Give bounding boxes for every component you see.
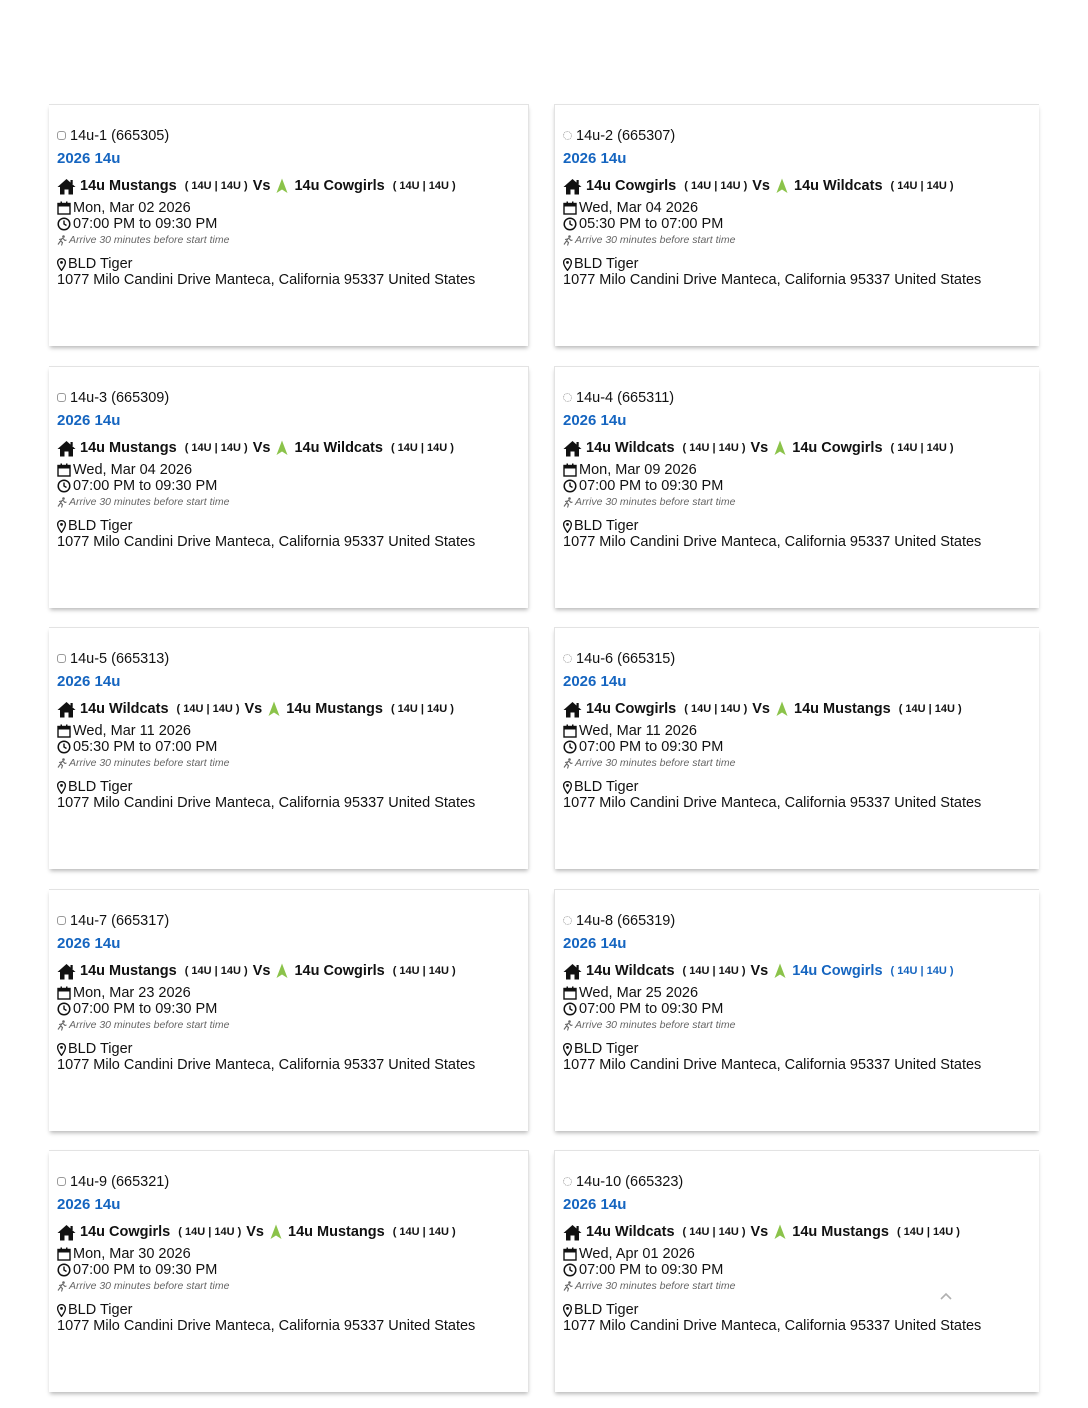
game-time: 07:00 PM to 09:30 PM bbox=[73, 478, 218, 494]
game-time: 07:00 PM to 09:30 PM bbox=[579, 739, 724, 755]
game-card bbox=[554, 366, 1039, 608]
calendar-icon bbox=[57, 986, 71, 1000]
status-icon bbox=[57, 131, 66, 140]
running-icon bbox=[57, 235, 67, 246]
game-time: 05:30 PM to 07:00 PM bbox=[579, 216, 724, 232]
calendar-icon bbox=[563, 986, 577, 1000]
game-date: Wed, Mar 25 2026 bbox=[579, 985, 699, 1001]
away-division: ( 14U | 14U ) bbox=[890, 442, 954, 454]
vs-label: Vs bbox=[750, 440, 769, 456]
time-row bbox=[563, 1001, 1035, 1017]
away-division: ( 14U | 14U ) bbox=[392, 180, 456, 192]
game-id: 14u-9 (665321) bbox=[70, 1173, 170, 1190]
arrive-note: Arrive 30 minutes before start time bbox=[575, 757, 736, 769]
away-division: ( 14U | 14U ) bbox=[890, 965, 954, 977]
away-arrow-icon bbox=[276, 963, 288, 979]
status-icon bbox=[57, 654, 66, 663]
date-row bbox=[563, 1246, 1035, 1262]
venue-name[interactable]: BLD Tiger bbox=[68, 779, 133, 795]
date-row bbox=[57, 723, 524, 739]
date-row bbox=[563, 462, 1035, 478]
time-row bbox=[57, 478, 524, 494]
arrive-note: Arrive 30 minutes before start time bbox=[69, 234, 230, 246]
arrive-row bbox=[563, 232, 1035, 248]
season-link[interactable]: 2026 14u bbox=[57, 412, 121, 429]
clock-icon bbox=[563, 1263, 577, 1277]
game-id-row bbox=[57, 126, 524, 145]
date-row bbox=[57, 462, 524, 478]
matchup-row bbox=[57, 176, 524, 196]
game-id: 14u-7 (665317) bbox=[70, 912, 170, 929]
date-row bbox=[563, 723, 1035, 739]
venue-row bbox=[563, 1041, 1035, 1057]
calendar-icon bbox=[57, 724, 71, 738]
away-arrow-icon bbox=[776, 178, 788, 194]
running-icon bbox=[563, 1020, 573, 1031]
vs-label: Vs bbox=[244, 701, 263, 717]
game-time: 07:00 PM to 09:30 PM bbox=[579, 1262, 724, 1278]
game-time: 07:00 PM to 09:30 PM bbox=[73, 1262, 218, 1278]
home-division: ( 14U | 14U ) bbox=[682, 1226, 746, 1238]
running-icon bbox=[57, 1020, 67, 1031]
time-row bbox=[563, 1262, 1035, 1278]
game-date: Wed, Mar 04 2026 bbox=[579, 200, 699, 216]
season-link[interactable]: 2026 14u bbox=[563, 150, 627, 167]
venue-row bbox=[57, 779, 524, 795]
game-id-row bbox=[563, 126, 1035, 145]
game-card bbox=[49, 366, 529, 608]
away-arrow-icon bbox=[268, 701, 280, 717]
game-card bbox=[554, 627, 1039, 869]
away-team[interactable]: 14u Mustangs bbox=[792, 1224, 889, 1240]
away-arrow-icon bbox=[276, 178, 288, 194]
season-link[interactable]: 2026 14u bbox=[563, 412, 627, 429]
away-division: ( 14U | 14U ) bbox=[390, 442, 454, 454]
game-card bbox=[554, 889, 1039, 1131]
arrive-note: Arrive 30 minutes before start time bbox=[575, 234, 736, 246]
calendar-icon bbox=[57, 1247, 71, 1261]
venue-name[interactable]: BLD Tiger bbox=[574, 518, 639, 534]
venue-name[interactable]: BLD Tiger bbox=[574, 779, 639, 795]
away-team[interactable]: 14u Wildcats bbox=[794, 178, 883, 194]
calendar-icon bbox=[563, 724, 577, 738]
away-team[interactable]: 14u Wildcats bbox=[294, 440, 383, 456]
date-row bbox=[57, 1246, 524, 1262]
status-icon bbox=[563, 1177, 572, 1186]
home-division: ( 14U | 14U ) bbox=[176, 703, 240, 715]
season-link[interactable]: 2026 14u bbox=[563, 673, 627, 690]
date-row bbox=[563, 985, 1035, 1001]
status-icon bbox=[57, 916, 66, 925]
clock-icon bbox=[563, 1002, 577, 1016]
calendar-icon bbox=[57, 201, 71, 215]
away-team[interactable]: 14u Mustangs bbox=[288, 1224, 385, 1240]
game-card bbox=[554, 104, 1039, 346]
matchup-row bbox=[563, 699, 1035, 719]
home-team[interactable]: 14u Wildcats bbox=[586, 1224, 675, 1240]
vs-label: Vs bbox=[246, 1224, 264, 1240]
away-arrow-icon bbox=[776, 701, 788, 717]
arrive-note: Arrive 30 minutes before start time bbox=[69, 496, 230, 508]
home-icon bbox=[57, 701, 76, 718]
matchup-row bbox=[57, 1222, 524, 1242]
matchup-row bbox=[57, 438, 524, 458]
season-link[interactable]: 2026 14u bbox=[563, 1196, 627, 1213]
map-pin-icon bbox=[57, 1043, 66, 1056]
season-link[interactable]: 2026 14u bbox=[57, 150, 121, 167]
arrive-row bbox=[57, 494, 524, 510]
away-team[interactable]: 14u Cowgirls bbox=[294, 178, 385, 194]
venue-row bbox=[57, 1041, 524, 1057]
time-row bbox=[57, 739, 524, 755]
calendar-icon bbox=[563, 463, 577, 477]
game-card bbox=[49, 1150, 529, 1392]
venue-row bbox=[563, 518, 1035, 534]
season-link[interactable]: 2026 14u bbox=[57, 1196, 121, 1213]
home-division: ( 14U | 14U ) bbox=[184, 180, 248, 192]
map-pin-icon bbox=[57, 781, 66, 794]
game-date: Mon, Mar 02 2026 bbox=[73, 200, 191, 216]
home-icon bbox=[57, 440, 76, 457]
home-division: ( 14U | 14U ) bbox=[682, 965, 746, 977]
home-team[interactable]: 14u Cowgirls bbox=[586, 178, 677, 194]
home-team[interactable]: 14u Cowgirls bbox=[586, 701, 677, 717]
arrive-note: Arrive 30 minutes before start time bbox=[575, 1019, 736, 1031]
game-time: 05:30 PM to 07:00 PM bbox=[73, 739, 218, 755]
venue-address: 1077 Milo Candini Drive Manteca, California 95337 United States bbox=[563, 1318, 982, 1334]
vs-label: Vs bbox=[252, 963, 271, 979]
home-team[interactable]: 14u Mustangs bbox=[80, 178, 177, 194]
home-icon bbox=[57, 1224, 76, 1241]
time-row bbox=[563, 478, 1035, 494]
vs-label: Vs bbox=[750, 963, 769, 979]
game-date: Mon, Mar 23 2026 bbox=[73, 985, 191, 1001]
vs-label: Vs bbox=[750, 1224, 769, 1240]
home-team[interactable]: 14u Mustangs bbox=[80, 440, 177, 456]
calendar-icon bbox=[57, 463, 71, 477]
game-card bbox=[49, 104, 529, 346]
matchup-row bbox=[563, 961, 1035, 981]
venue-name[interactable]: BLD Tiger bbox=[68, 256, 133, 272]
arrive-note: Arrive 30 minutes before start time bbox=[575, 496, 736, 508]
calendar-icon bbox=[563, 201, 577, 215]
game-date: Wed, Mar 11 2026 bbox=[73, 723, 191, 739]
clock-icon bbox=[563, 217, 577, 231]
game-id: 14u-1 (665305) bbox=[70, 127, 170, 144]
running-icon bbox=[57, 758, 67, 769]
vs-label: Vs bbox=[252, 440, 271, 456]
home-team[interactable]: 14u Wildcats bbox=[586, 440, 675, 456]
vs-label: Vs bbox=[752, 178, 770, 194]
vs-label: Vs bbox=[252, 178, 271, 194]
away-arrow-icon bbox=[774, 440, 786, 456]
home-division: ( 14U | 14U ) bbox=[684, 180, 748, 192]
home-icon bbox=[563, 1224, 582, 1241]
calendar-icon bbox=[563, 1247, 577, 1261]
game-id: 14u-6 (665315) bbox=[576, 650, 676, 667]
status-icon bbox=[563, 916, 572, 925]
away-arrow-icon bbox=[774, 1224, 786, 1240]
away-arrow-icon bbox=[270, 1224, 282, 1240]
away-division: ( 14U | 14U ) bbox=[890, 180, 954, 192]
home-team[interactable]: 14u Cowgirls bbox=[80, 1224, 171, 1240]
venue-address: 1077 Milo Candini Drive Manteca, California 95337 United States bbox=[563, 534, 982, 550]
game-date: Mon, Mar 30 2026 bbox=[73, 1246, 191, 1262]
home-icon bbox=[563, 440, 582, 457]
away-division: ( 14U | 14U ) bbox=[390, 703, 454, 715]
clock-icon bbox=[57, 479, 71, 493]
running-icon bbox=[563, 497, 573, 508]
game-date: Wed, Apr 01 2026 bbox=[579, 1246, 695, 1262]
status-icon bbox=[57, 1177, 66, 1186]
game-id: 14u-4 (665311) bbox=[576, 389, 675, 406]
away-team[interactable]: 14u Cowgirls bbox=[792, 963, 883, 979]
venue-address: 1077 Milo Candini Drive Manteca, California 95337 United States bbox=[57, 795, 476, 811]
game-id-row bbox=[563, 388, 1035, 407]
away-team[interactable]: 14u Cowgirls bbox=[792, 440, 883, 456]
game-id-row bbox=[57, 649, 524, 668]
running-icon bbox=[57, 1281, 67, 1292]
time-row bbox=[563, 216, 1035, 232]
status-icon bbox=[563, 131, 572, 140]
running-icon bbox=[57, 497, 67, 508]
game-id: 14u-3 (665309) bbox=[70, 389, 170, 406]
map-pin-icon bbox=[563, 781, 572, 794]
map-pin-icon bbox=[563, 258, 572, 271]
venue-address: 1077 Milo Candini Drive Manteca, California 95337 United States bbox=[563, 795, 982, 811]
arrive-row bbox=[563, 1017, 1035, 1033]
game-time: 07:00 PM to 09:30 PM bbox=[579, 478, 724, 494]
venue-row bbox=[563, 1302, 1035, 1318]
game-id: 14u-10 (665323) bbox=[576, 1173, 684, 1190]
arrive-note: Arrive 30 minutes before start time bbox=[69, 757, 230, 769]
vs-label: Vs bbox=[752, 701, 770, 717]
game-time: 07:00 PM to 09:30 PM bbox=[73, 216, 218, 232]
home-icon bbox=[57, 178, 76, 195]
map-pin-icon bbox=[563, 1304, 572, 1317]
venue-row bbox=[563, 779, 1035, 795]
season-link[interactable]: 2026 14u bbox=[57, 673, 121, 690]
away-division: ( 14U | 14U ) bbox=[898, 703, 962, 715]
away-team[interactable]: 14u Mustangs bbox=[286, 701, 383, 717]
venue-name[interactable]: BLD Tiger bbox=[68, 1041, 133, 1057]
home-icon bbox=[57, 963, 76, 980]
running-icon bbox=[563, 1281, 573, 1292]
arrive-note: Arrive 30 minutes before start time bbox=[69, 1280, 230, 1292]
game-id: 14u-8 (665319) bbox=[576, 912, 676, 929]
clock-icon bbox=[57, 1002, 71, 1016]
venue-address: 1077 Milo Candini Drive Manteca, California 95337 United States bbox=[57, 272, 476, 288]
season-link[interactable]: 2026 14u bbox=[563, 935, 627, 952]
status-icon bbox=[563, 654, 572, 663]
matchup-row bbox=[563, 176, 1035, 196]
arrive-row bbox=[563, 755, 1035, 771]
venue-row bbox=[57, 256, 524, 272]
away-arrow-icon bbox=[276, 440, 288, 456]
game-date: Wed, Mar 11 2026 bbox=[579, 723, 697, 739]
venue-name[interactable]: BLD Tiger bbox=[574, 256, 639, 272]
game-card bbox=[554, 1150, 1039, 1392]
game-card bbox=[49, 889, 529, 1131]
clock-icon bbox=[563, 479, 577, 493]
date-row bbox=[563, 200, 1035, 216]
clock-icon bbox=[57, 217, 71, 231]
arrive-row bbox=[57, 1017, 524, 1033]
time-row bbox=[563, 739, 1035, 755]
venue-address: 1077 Milo Candini Drive Manteca, California 95337 United States bbox=[563, 272, 982, 288]
home-team[interactable]: 14u Wildcats bbox=[80, 701, 169, 717]
running-icon bbox=[563, 758, 573, 769]
game-time: 07:00 PM to 09:30 PM bbox=[73, 1001, 218, 1017]
map-pin-icon bbox=[57, 520, 66, 533]
home-team[interactable]: 14u Mustangs bbox=[80, 963, 177, 979]
game-id-row bbox=[57, 1172, 524, 1191]
arrive-row bbox=[57, 755, 524, 771]
date-row bbox=[57, 985, 524, 1001]
game-id-row bbox=[57, 911, 524, 930]
game-id: 14u-2 (665307) bbox=[576, 127, 676, 144]
date-row bbox=[57, 200, 524, 216]
home-division: ( 14U | 14U ) bbox=[184, 442, 248, 454]
venue-name[interactable]: BLD Tiger bbox=[574, 1041, 639, 1057]
matchup-row bbox=[57, 699, 524, 719]
arrive-note: Arrive 30 minutes before start time bbox=[575, 1280, 736, 1292]
home-division: ( 14U | 14U ) bbox=[184, 965, 248, 977]
home-division: ( 14U | 14U ) bbox=[682, 442, 746, 454]
venue-address: 1077 Milo Candini Drive Manteca, California 95337 United States bbox=[563, 1057, 982, 1073]
clock-icon bbox=[563, 740, 577, 754]
game-id-row bbox=[57, 388, 524, 407]
matchup-row bbox=[563, 1222, 1035, 1242]
venue-row bbox=[57, 1302, 524, 1318]
time-row bbox=[57, 216, 524, 232]
matchup-row bbox=[563, 438, 1035, 458]
arrive-row bbox=[563, 494, 1035, 510]
time-row bbox=[57, 1001, 524, 1017]
status-icon bbox=[57, 393, 66, 402]
home-division: ( 14U | 14U ) bbox=[178, 1226, 242, 1238]
clock-icon bbox=[57, 740, 71, 754]
home-icon bbox=[563, 701, 582, 718]
home-division: ( 14U | 14U ) bbox=[684, 703, 748, 715]
map-pin-icon bbox=[563, 520, 572, 533]
away-division: ( 14U | 14U ) bbox=[392, 1226, 456, 1238]
status-icon bbox=[563, 393, 572, 402]
arrive-row bbox=[563, 1278, 1035, 1294]
game-time: 07:00 PM to 09:30 PM bbox=[579, 1001, 724, 1017]
arrive-row bbox=[57, 1278, 524, 1294]
home-icon bbox=[563, 963, 582, 980]
chevron-up-icon[interactable] bbox=[939, 1290, 953, 1304]
away-division: ( 14U | 14U ) bbox=[896, 1226, 960, 1238]
arrive-row bbox=[57, 232, 524, 248]
venue-name[interactable]: BLD Tiger bbox=[68, 1302, 133, 1318]
home-icon bbox=[563, 178, 582, 195]
venue-address: 1077 Milo Candini Drive Manteca, California 95337 United States bbox=[57, 1318, 476, 1334]
venue-row bbox=[57, 518, 524, 534]
away-team[interactable]: 14u Cowgirls bbox=[294, 963, 385, 979]
map-pin-icon bbox=[563, 1043, 572, 1056]
game-id: 14u-5 (665313) bbox=[70, 650, 170, 667]
game-card bbox=[49, 627, 529, 869]
venue-row bbox=[563, 256, 1035, 272]
season-link[interactable]: 2026 14u bbox=[57, 935, 121, 952]
away-arrow-icon bbox=[774, 963, 786, 979]
matchup-row bbox=[57, 961, 524, 981]
running-icon bbox=[563, 235, 573, 246]
game-id-row bbox=[563, 649, 1035, 668]
map-pin-icon bbox=[57, 258, 66, 271]
clock-icon bbox=[57, 1263, 71, 1277]
venue-address: 1077 Milo Candini Drive Manteca, California 95337 United States bbox=[57, 534, 476, 550]
game-date: Wed, Mar 04 2026 bbox=[73, 462, 193, 478]
time-row bbox=[57, 1262, 524, 1278]
arrive-note: Arrive 30 minutes before start time bbox=[69, 1019, 230, 1031]
venue-name[interactable]: BLD Tiger bbox=[68, 518, 133, 534]
venue-address: 1077 Milo Candini Drive Manteca, California 95337 United States bbox=[57, 1057, 476, 1073]
map-pin-icon bbox=[57, 1304, 66, 1317]
away-team[interactable]: 14u Mustangs bbox=[794, 701, 891, 717]
game-date: Mon, Mar 09 2026 bbox=[579, 462, 697, 478]
home-team[interactable]: 14u Wildcats bbox=[586, 963, 675, 979]
venue-name[interactable]: BLD Tiger bbox=[574, 1302, 639, 1318]
game-id-row bbox=[563, 911, 1035, 930]
away-division: ( 14U | 14U ) bbox=[392, 965, 456, 977]
game-id-row bbox=[563, 1172, 1035, 1191]
